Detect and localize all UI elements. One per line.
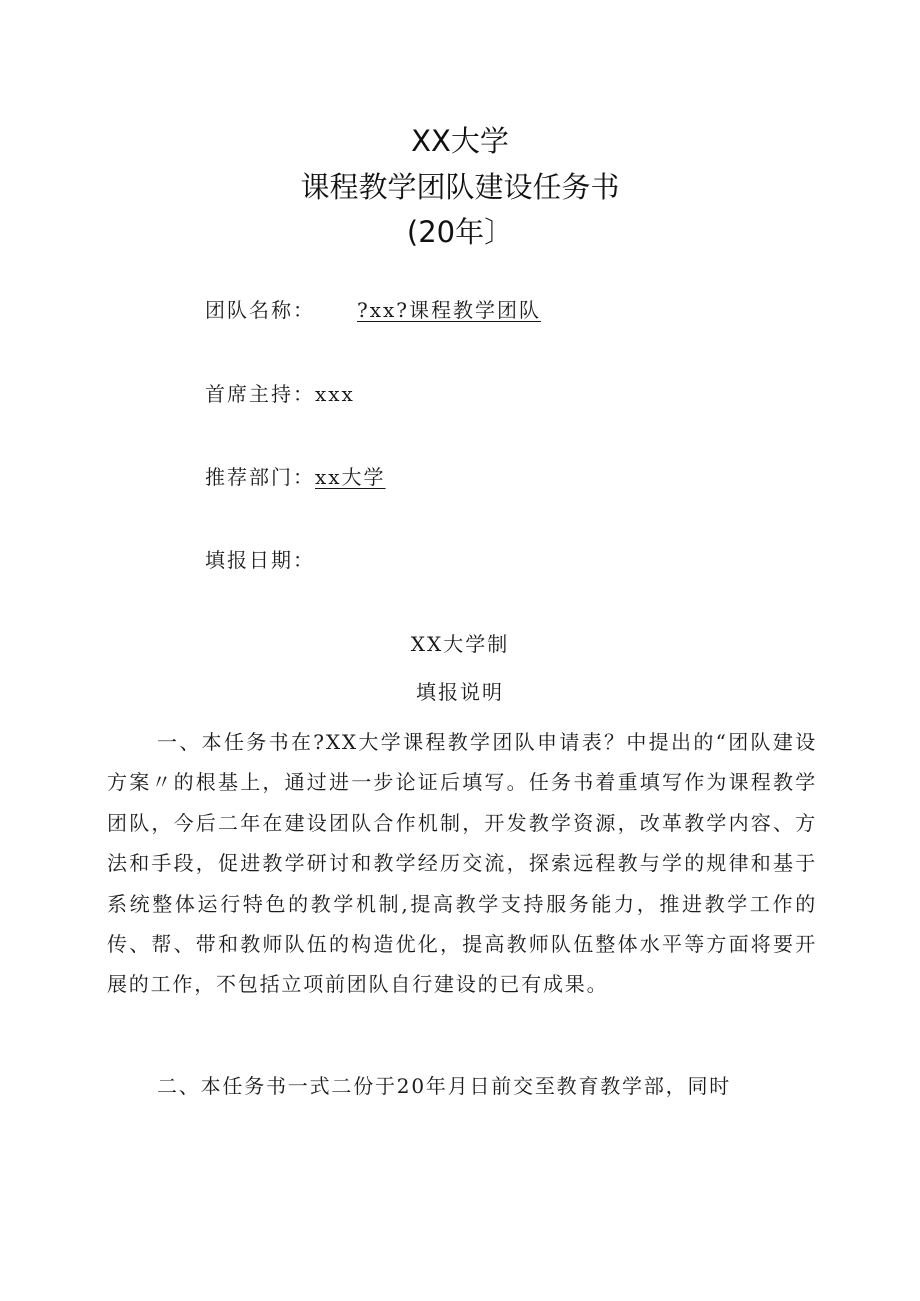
department-field: [205, 465, 386, 489]
team-name-value: ?xx?课程教学团队: [357, 298, 542, 322]
instructions-heading: 填报说明: [416, 680, 504, 704]
document-year: (20年〕: [406, 215, 514, 249]
instruction-item-2: 二、本任务书一式二份于20年月日前交至教育教学部，同时: [157, 1074, 732, 1098]
date-field: [205, 548, 315, 572]
department-value: xx大学: [315, 465, 386, 489]
department-label: 推荐部门：: [205, 465, 315, 489]
issuer-line: XX大学制: [410, 632, 510, 656]
chief-label: 首席主持：: [205, 382, 315, 406]
university-title: XX大学: [411, 124, 509, 158]
chief-field: [205, 382, 355, 406]
team-name-label: 团队名称：: [205, 298, 315, 322]
instruction-item-1: 一、本任务书在?XX大学课程教学团队申请表？中提出的“团队建设方案〃的根基上，通过进一步论证后填写。任务书着重填写作为课程教学团队，今后二年在建设团队合作机制，开发教学资源，改革教学内容、方法和手段，促进教学研讨和教学经历交流，探索远程教与学的规律和基于系统整体运行特色的教学机制,提高教学支持服务能力，推进教学工作的传、帮、带和教师队伍的构造优化，提高教师队伍整体水平等方面将要开展的工作，不包括立项前团队自行建设的已有成果。: [107, 730, 817, 997]
chief-value: xxx: [315, 382, 355, 406]
team-name-field: [205, 298, 541, 322]
date-label: 填报日期：: [205, 548, 315, 572]
document-title: 课程教学团队建设任务书: [300, 170, 620, 204]
